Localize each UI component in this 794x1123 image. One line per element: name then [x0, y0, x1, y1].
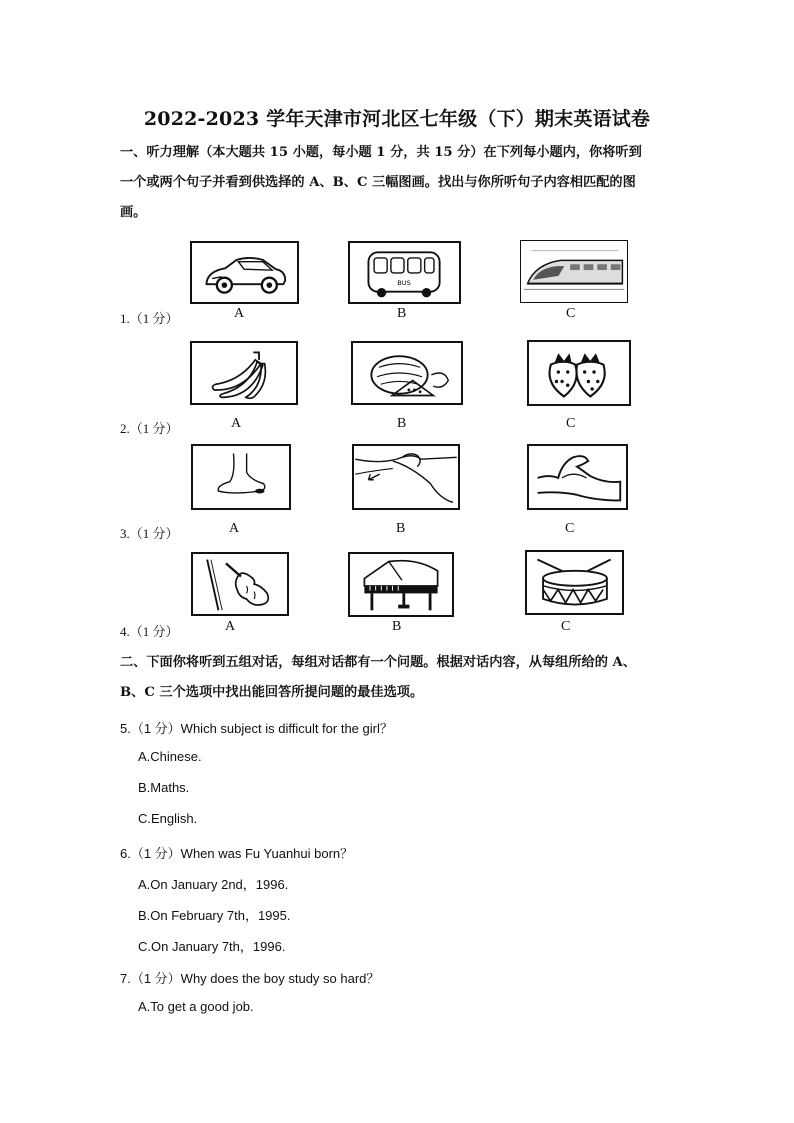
train-icon — [520, 240, 628, 303]
question-5-option-a: A.Chinese. — [138, 749, 202, 764]
option-letter: C — [561, 619, 571, 634]
option-letter: A — [225, 619, 236, 634]
bus-sign-text: BUS — [397, 279, 411, 288]
section-2-line: B、C 三个选项中找出能回答所提问题的最佳选项。 — [120, 685, 424, 700]
violin-icon — [191, 552, 289, 616]
question-6-option-c: C.On January 7th，1996. — [138, 939, 286, 954]
page-title: 2022-2023 学年天津市河北区七年级（下）期末英语试卷 — [143, 108, 651, 130]
section-2-line: 二、下面你将听到五组对话，每组对话都有一个问题。根据对话内容，从每组所给的 A、 — [120, 655, 636, 670]
question-1-label: 1.（1 分） — [120, 311, 179, 326]
question-7-option-a: A.To get a good job. — [138, 999, 254, 1014]
option-letter: B — [397, 416, 407, 431]
bus-icon — [348, 241, 461, 304]
option-letter: C — [566, 306, 576, 321]
piano-icon — [348, 552, 454, 617]
strawberries-icon — [527, 340, 631, 406]
option-letter: B — [392, 619, 402, 634]
question-6-option-a: A.On January 2nd，1996. — [138, 877, 289, 892]
drum-icon — [525, 550, 624, 615]
section-1-line: 一个或两个句子并看到供选择的 A、B、C 三幅图画。找出与你所听句子内容相匹配的图 — [120, 175, 636, 190]
question-2-label: 2.（1 分） — [120, 421, 179, 436]
question-7-stem: 7.（1 分）Why does the boy study so hard？ — [120, 971, 380, 986]
option-letter: B — [397, 306, 407, 321]
section-2-instructions — [120, 648, 680, 708]
question-5-option-c: C.English. — [138, 811, 198, 826]
watermelon-icon — [351, 341, 463, 405]
question-5-option-b: B.Maths. — [138, 780, 190, 795]
arm-muscle-icon — [527, 444, 628, 510]
hand-icon — [352, 444, 460, 510]
car-icon — [190, 241, 299, 304]
section-1-line: 一、听力理解（本大题共 15 小题，每小题 1 分，共 15 分）在下列每小题内，你将听到 — [120, 145, 642, 160]
question-6-option-b: B.On February 7th，1995. — [138, 908, 291, 923]
option-letter: C — [565, 521, 575, 536]
option-letter: A — [229, 521, 240, 536]
section-1-instructions — [120, 138, 680, 228]
option-letter: B — [396, 521, 406, 536]
option-letter: A — [234, 306, 245, 321]
section-1-line: 画。 — [120, 205, 147, 220]
bananas-icon — [190, 341, 298, 405]
question-4-label: 4.（1 分） — [120, 624, 179, 639]
question-6-stem: 6.（1 分）When was Fu Yuanhui born？ — [120, 846, 354, 861]
question-5-stem: 5.（1 分）Which subject is difficult for the girl？ — [120, 721, 393, 736]
option-letter: C — [566, 416, 576, 431]
question-3-label: 3.（1 分） — [120, 526, 179, 541]
foot-icon — [191, 444, 291, 510]
option-letter: A — [231, 416, 242, 431]
